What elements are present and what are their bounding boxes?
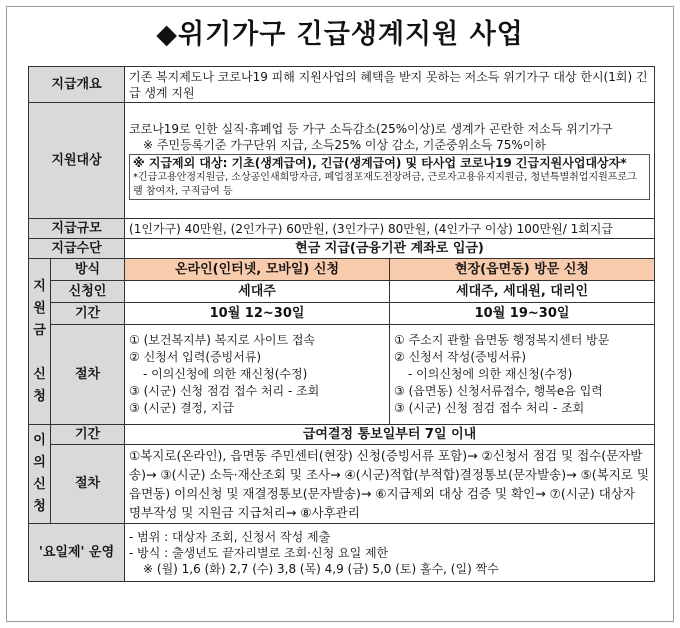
- onsite-step-2: ② 신청서 작성(증빙서류): [394, 350, 527, 364]
- means-text: 현금 지급(금융기관 계좌로 입금): [125, 239, 655, 259]
- onsite-step-4: ③ (시군) 신청 점검 접수 처리 - 조회: [394, 401, 585, 415]
- objection-procedure-label: 절차: [51, 445, 125, 524]
- scale-text: (1인가구) 40만원, (2인가구) 60만원, (3인가구) 80만원, (4인가구 이상) 100만원/ 1회지급: [125, 219, 655, 239]
- apply-period-label: 기간: [51, 303, 125, 325]
- online-step-2: ② 신청서 입력(증빙서류): [129, 350, 262, 364]
- onsite-step-2-note: - 이의신청에 의한 재신청(수정): [408, 367, 573, 381]
- online-step-2-note: - 이의신청에 의한 재신청(수정): [143, 367, 308, 381]
- objection-procedure-row: [29, 445, 655, 524]
- page-title: ◆위기가구 긴급생계지원 사업: [156, 19, 524, 50]
- method-label: 방식: [51, 259, 125, 281]
- apply-method-row: [29, 259, 655, 281]
- method-onsite: 현장(읍면동) 방문 신청: [390, 259, 655, 281]
- exclusion-detail: *긴급고용안정지원금, 소상공인새희망자금, 폐업점포재도전장려금, 근로자고용유지지원금, 청년특별취업지원프로그램 참여자, 구직급여 등: [133, 171, 637, 197]
- apply-procedure-label: 절차: [51, 325, 125, 425]
- apply-procedure-online: [125, 325, 390, 425]
- apply-period-online: 10월 12~30일: [125, 303, 390, 325]
- support-table: [28, 66, 655, 582]
- means-row: [29, 239, 655, 259]
- weekday-row: [29, 524, 655, 582]
- weekday-line1: - 범위 : 대상자 조회, 신청서 작성 제출: [129, 529, 331, 544]
- weekday-line2: - 방식 : 출생년도 끝자리별로 조회·신청 요일 제한: [129, 545, 389, 560]
- means-label: 지급수단: [29, 239, 125, 259]
- objection-period-text: 급여결정 통보일부터 7일 이내: [125, 425, 655, 445]
- objection-period-row: [29, 425, 655, 445]
- exclusion-box: [129, 154, 650, 200]
- objection-period-label: 기간: [51, 425, 125, 445]
- onsite-step-1: ① 주소지 관할 읍면동 행정복지센터 방문: [394, 333, 610, 347]
- target-row: [29, 103, 655, 219]
- apply-procedure-row: [29, 325, 655, 425]
- objection-procedure-text: ①복지로(온라인), 읍면동 주민센터(현장) 신청(증빙서류 포함)→ ②신청서 점검 및 접수(문자발송)→ ③(시군) 소득·재산조회 및 조사→ ④(시군)적합(부적합)결정통보(문자발송)→ ⑤(복지로 및 읍면동) 이의신청 및 재결정통보(문자발송)→ ⑥지급제외 대상 검증 및 확인→ ⑦(시군) 대상자 명부작성 및 지원금 지급처리→ ⑧사후관리: [125, 445, 655, 524]
- applicant-onsite: 세대주, 세대원, 대리인: [390, 281, 655, 303]
- target-content: [125, 103, 655, 219]
- target-label: 지원대상: [29, 103, 125, 219]
- apply-period-onsite: 10월 19~30일: [390, 303, 655, 325]
- online-step-4: ③ (시군) 결정, 지급: [129, 401, 234, 415]
- overview-label: 지급개요: [29, 67, 125, 103]
- weekday-line3: ※ (월) 1,6 (화) 2,7 (수) 3,8 (목) 4,9 (금) 5,0 (토) 홀수, (일) 짝수: [143, 561, 499, 576]
- applicant-row: [29, 281, 655, 303]
- overview-row: [29, 67, 655, 103]
- scale-row: [29, 219, 655, 239]
- onsite-step-3: ③ (읍면동) 신청서류접수, 행복e음 입력: [394, 384, 603, 398]
- apply-group-label: 지 원 금 신 청: [29, 259, 51, 425]
- applicant-online: 세대주: [125, 281, 390, 303]
- online-step-3: ③ (시군) 신청 점검 접수 처리 - 조회: [129, 384, 320, 398]
- exclusion-title: ※ 지급제외 대상: 기초(생계급여), 긴급(생계급여) 및 타사업 코로나19 긴급지원사업대상자*: [133, 155, 627, 170]
- scale-label: 지급규모: [29, 219, 125, 239]
- method-online: 온라인(인터넷, 모바일) 신청: [125, 259, 390, 281]
- objection-group-label: 이 의 신 청: [29, 425, 51, 524]
- applicant-label: 신청인: [51, 281, 125, 303]
- target-line1: 코로나19로 인한 실직·휴폐업 등 가구 소득감소(25%이상)로 생계가 곤란한 저소득 위기가구: [129, 121, 613, 136]
- weekday-label: '요일제' 운영: [29, 524, 125, 582]
- apply-period-row: [29, 303, 655, 325]
- target-line2: ※ 주민등록기준 가구단위 지급, 소득25% 이상 감소, 기준중위소득 75%이하: [143, 137, 546, 152]
- online-step-1: ① (보건복지부) 복지로 사이트 접속: [129, 333, 316, 347]
- overview-text: 기존 복지제도나 코로나19 피해 지원사업의 혜택을 받지 못하는 저소득 위기가구 대상 한시(1회) 긴급 생계 지원: [125, 67, 655, 103]
- weekday-content: [125, 524, 655, 582]
- apply-procedure-onsite: [390, 325, 655, 425]
